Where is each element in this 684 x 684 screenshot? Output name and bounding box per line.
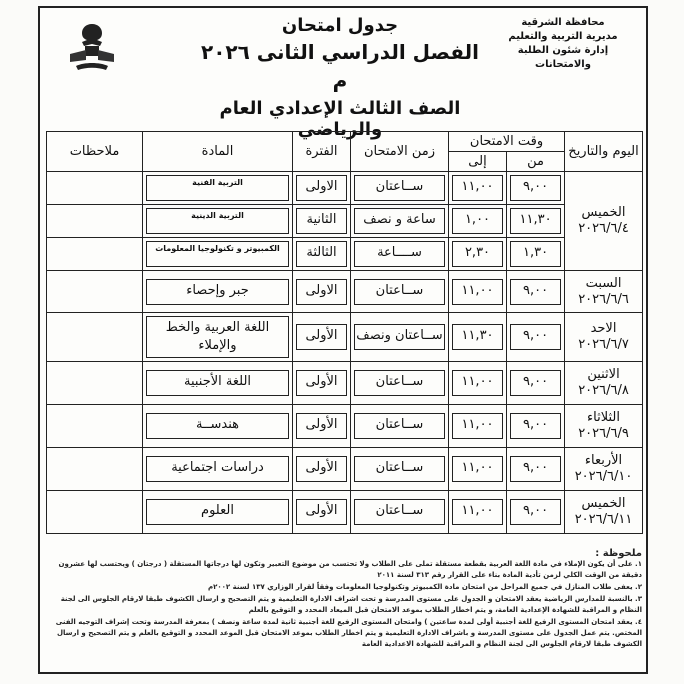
notes-cell (47, 271, 143, 313)
period-cell (293, 405, 351, 448)
exam-date: ٢٠٢٦/٦/٨ (578, 383, 629, 398)
end-time-value: ١١,٠٠ (452, 370, 503, 396)
exam-date: ٢٠٢٦/٦/٤ (578, 221, 629, 236)
directorate-line: مديرية التربية والتعليم (508, 31, 618, 42)
schedule-row (47, 362, 643, 405)
schedule-row (47, 271, 643, 313)
start-time-cell (507, 172, 565, 205)
to-header: إلى (449, 152, 507, 172)
notes-cell (47, 491, 143, 534)
day-name: الأربعاء (584, 453, 623, 468)
schedule-body (47, 172, 643, 534)
day-name: الخميس (581, 496, 626, 511)
exam-date: ٢٠٢٦/٦/٧ (578, 337, 629, 352)
day-date-cell (565, 448, 643, 491)
schedule-row (47, 313, 643, 362)
subject-value: التربية الفنية (146, 175, 289, 201)
exam-date: ٢٠٢٦/٦/١٠ (574, 469, 633, 484)
day-date-cell (565, 313, 643, 362)
duration-header: زمن الامتحان (351, 132, 449, 172)
start-time-value: ٩,٠٠ (510, 456, 561, 482)
end-time-cell (449, 448, 507, 491)
exam-date: ٢٠٢٦/٦/٦ (578, 291, 629, 307)
subject-cell (143, 238, 293, 271)
day-name: الثلاثاء (587, 410, 620, 425)
subject-cell (143, 172, 293, 205)
end-time-value: ١١,٠٠ (452, 413, 503, 439)
note-item: ٣. بالنسبة للمدارس الرياضية يعقد الامتحان و الجدول على مستوى المدرسة و تحت اشراف الادارة التعليمية و يتم التصحيح و ارسال الكشوف طبقا لارقام الجلوس الى لجنة النظام و المراقبة للشهادة الإعدادية العامة، و يتم اخطار الطلاب بموعد الامتحان قبل الميعاد المحدد و التوقيع بالعلم (60, 595, 642, 614)
end-time-cell (449, 271, 507, 313)
day-name: الخميس (581, 205, 626, 220)
day-date-cell (565, 172, 643, 271)
day-name: الاحد (590, 321, 617, 336)
notes-section (46, 548, 642, 651)
period-cell (293, 491, 351, 534)
day-date-header: اليوم والتاريخ (565, 132, 643, 172)
subject-cell (143, 362, 293, 405)
period-value: الاولى (296, 175, 347, 201)
subject-cell (143, 405, 293, 448)
period-cell (293, 172, 351, 205)
notes-cell (47, 313, 143, 362)
duration-cell (351, 238, 449, 271)
end-time-cell (449, 172, 507, 205)
day-date-cell (565, 491, 643, 534)
subject-value: العلوم (146, 499, 289, 525)
end-time-cell (449, 205, 507, 238)
duration-value: ســاعتان (354, 499, 445, 525)
start-time-value: ٩,٠٠ (510, 370, 561, 396)
period-value: الأولى (296, 413, 347, 439)
notes-header: ملاحظات (47, 132, 143, 172)
subject-value: التربية الدينية (146, 208, 289, 234)
subject-value: هندســة (146, 413, 289, 439)
period-value: الثانية (296, 208, 347, 234)
duration-cell (351, 448, 449, 491)
day-date-cell (565, 271, 643, 313)
subject-value: اللغة العربية والخط والإملاء (146, 316, 289, 358)
exam-schedule-document (38, 6, 648, 674)
start-time-cell (507, 313, 565, 362)
period-value: الأولى (296, 456, 347, 482)
duration-cell (351, 313, 449, 362)
duration-value: ساعة و نصف (354, 208, 445, 234)
start-time-cell (507, 448, 565, 491)
notes-cell (47, 362, 143, 405)
note-item: ٢. يعفى طلاب المنازل في جميع المراحل من امتحان مادة الكمبيوتر وتكنولوجيا المعلومات وفقاً لقرار الوزاري ١٣٧ لسنة ٢٠٠٢م (207, 583, 642, 591)
end-time-value: ١١,٣٠ (452, 324, 503, 350)
subject-cell (143, 205, 293, 238)
duration-cell (351, 491, 449, 534)
notes-cell (47, 205, 143, 238)
notes-cell (47, 448, 143, 491)
administration-line: إدارة شئون الطلبة والامتحانات (517, 45, 609, 70)
end-time-value: ١١,٠٠ (452, 279, 503, 305)
note-item: ١. على أن يكون الإملاء في مادة اللغة العربية بقطعة مستقلة تملى على الطلاب ولا تحتسب من موضوع التعبير وتكون لها درجاتها المستقلة ( درجتان ) ويحتسب لها عشرون دقيقة من الوقت الكلي لزمن تأدية المادة بناء على القرار رقم ٣١٣ لسنة ٢٠١١ (58, 560, 642, 579)
schedule-row (47, 238, 643, 271)
subject-cell (143, 448, 293, 491)
start-time-cell (507, 205, 565, 238)
period-cell (293, 362, 351, 405)
duration-cell (351, 205, 449, 238)
period-cell (293, 313, 351, 362)
notes-cell (47, 405, 143, 448)
duration-value: ســاعتان (354, 279, 445, 305)
start-time-cell (507, 491, 565, 534)
duration-value: ســاعتان (354, 413, 445, 439)
start-time-value: ٩,٠٠ (510, 279, 561, 305)
end-time-cell (449, 313, 507, 362)
duration-value: ســاعتان ونصف (354, 324, 445, 350)
end-time-cell (449, 491, 507, 534)
period-header: الفترة (293, 132, 351, 172)
schedule-title: جدول امتحان (281, 15, 399, 36)
day-date-cell (565, 362, 643, 405)
duration-value: ســاعتان (354, 175, 445, 201)
duration-value: ســاعتان (354, 456, 445, 482)
period-value: الاولى (296, 279, 347, 305)
start-time-value: ١١,٣٠ (510, 208, 561, 234)
period-value: الثالثة (296, 241, 347, 267)
subject-cell (143, 271, 293, 313)
schedule-row (47, 205, 643, 238)
subject-value: الكمبيوتر و تكنولوجيا المعلومات (146, 241, 289, 267)
schedule-row (47, 405, 643, 448)
start-time-cell (507, 271, 565, 313)
end-time-cell (449, 362, 507, 405)
duration-value: ســاعتان (354, 370, 445, 396)
duration-value: ســــاعة (354, 241, 445, 267)
end-time-value: ١١,٠٠ (452, 499, 503, 525)
from-header: من (507, 152, 565, 172)
notes-cell (47, 172, 143, 205)
semester-title: الفصل الدراسي الثانى ٢٠٢٦ م (200, 40, 479, 92)
end-time-value: ١١,٠٠ (452, 456, 503, 482)
start-time-value: ١,٣٠ (510, 241, 561, 267)
start-time-value: ٩,٠٠ (510, 499, 561, 525)
subject-cell (143, 313, 293, 362)
start-time-value: ٩,٠٠ (510, 413, 561, 439)
end-time-value: ١١,٠٠ (452, 175, 503, 201)
eagle-emblem-icon (62, 20, 122, 76)
period-value: الأولى (296, 370, 347, 396)
directorate-header (498, 16, 628, 72)
period-cell (293, 448, 351, 491)
subject-header: المادة (143, 132, 293, 172)
end-time-value: ٢,٣٠ (452, 241, 503, 267)
day-name: السبت (585, 275, 622, 291)
end-time-value: ١,٠٠ (452, 208, 503, 234)
start-time-value: ٩,٠٠ (510, 324, 561, 350)
exam-date: ٢٠٢٦/٦/١١ (574, 512, 633, 527)
subject-value: جبر وإحصاء (146, 279, 289, 305)
exam-schedule-table (46, 131, 643, 534)
duration-cell (351, 362, 449, 405)
schedule-row (47, 448, 643, 491)
subject-value: اللغة الأجنبية (146, 370, 289, 396)
schedule-row (47, 172, 643, 205)
duration-cell (351, 405, 449, 448)
exam-time-header: وقت الامتحان (449, 132, 565, 152)
start-time-cell (507, 362, 565, 405)
exam-date: ٢٠٢٦/٦/٩ (578, 426, 629, 441)
period-cell (293, 271, 351, 313)
duration-cell (351, 271, 449, 313)
note-item: ٤. يعقد امتحان المستوى الرفيع للغة أجنبية أولى لمدة ساعتين ) وامتحان المستوى الرفيع للغة أجنبية ثانية لمدة ساعة ونصف ) بمعرفة المدرسة وتحت إشراف التوجيه الفنى المختص. يتم عمل الجدول على مستوى المدرسة و باشراف الادارة التعليمية و يتم اخطار الطلاب بموعد الامتحان قبل الموعد المحدد و التوقيع بالعلم و يتم التصحيح و ارسال الكشوف طبقا لارقام الجلوس الى لجنة النظام و المراقبة للشهادة الاعدادية العامة (55, 618, 642, 648)
subject-value: دراسات اجتماعية (146, 456, 289, 482)
duration-cell (351, 172, 449, 205)
notes-cell (47, 238, 143, 271)
period-cell (293, 205, 351, 238)
period-value: الأولى (296, 499, 347, 525)
end-time-cell (449, 238, 507, 271)
schedule-row (47, 491, 643, 534)
period-value: الأولى (296, 324, 347, 350)
day-name: الاثنين (587, 367, 620, 382)
end-time-cell (449, 405, 507, 448)
notes-label: ملحوظة : (595, 548, 642, 559)
start-time-cell (507, 238, 565, 271)
day-date-cell (565, 405, 643, 448)
subject-cell (143, 491, 293, 534)
period-cell (293, 238, 351, 271)
schedule-title-block (200, 14, 480, 94)
start-time-cell (507, 405, 565, 448)
grade-heading: الصف الثالث الإعدادي العام والرياضي (219, 98, 461, 140)
governorate-line: محافظة الشرقية (521, 17, 605, 28)
start-time-value: ٩,٠٠ (510, 175, 561, 201)
